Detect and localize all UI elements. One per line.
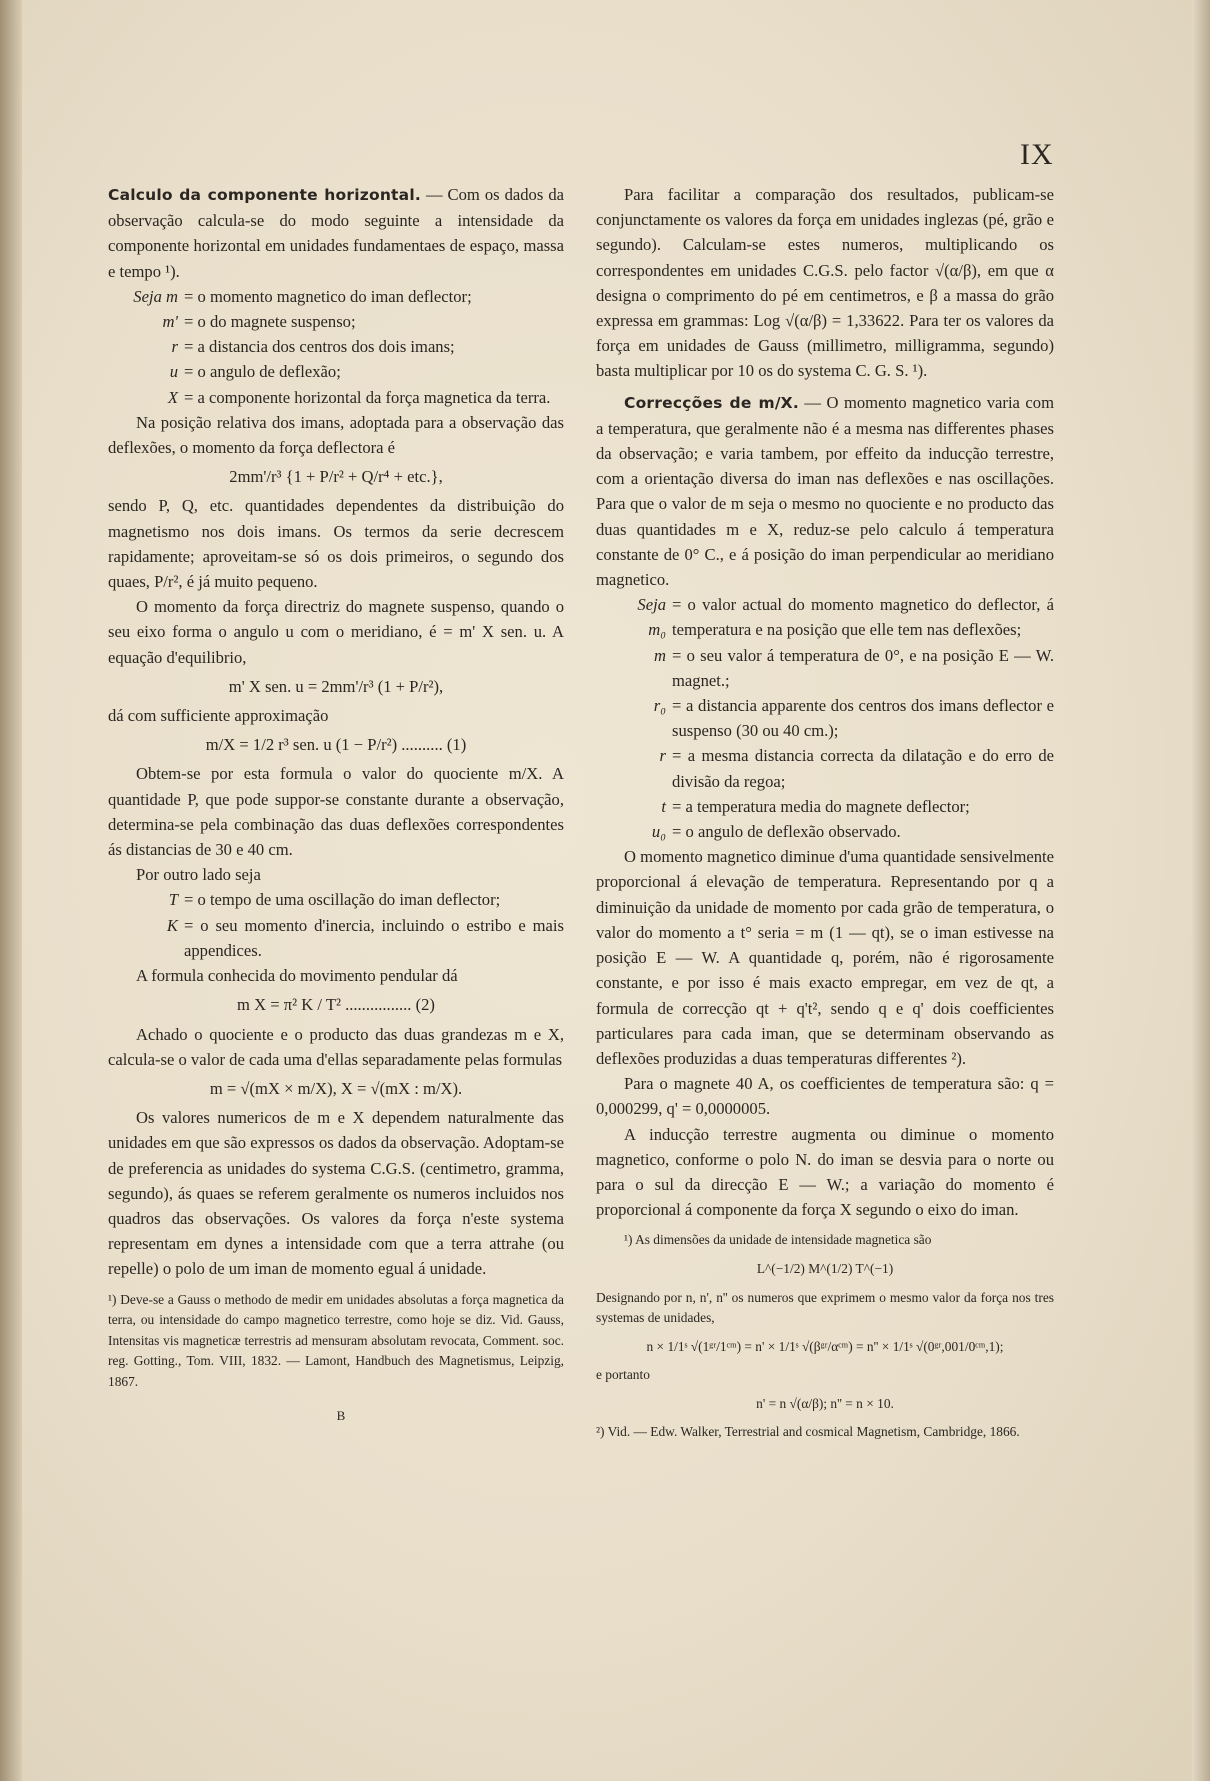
paragraph: Achado o quociente e o producto das duas grandezas m e X, calcula-se o valor de cada uma d'ellas separadamente pelas formulas — [108, 1024, 564, 1069]
definition-text: = a distancia apparente dos centros dos imans deflector e suspenso (30 ou 40 cm.); — [672, 696, 1054, 741]
page-number: IX — [1020, 138, 1054, 171]
paragraph: Por outro lado seja — [136, 865, 261, 885]
definition-text: = o valor actual do momento magnetico do deflector, á temperatura e na posição que elle tem nas deflexões; — [672, 595, 1054, 640]
footnote: Designando por n, n', n'' os numeros que exprimem o mesmo valor da força nos tres systemas de unidades, — [596, 1289, 1054, 1326]
footnote-equation: n × 1/1ˢ √(1ᵍʳ/1ᶜᵐ) = n' × 1/1ˢ √(βᵍʳ/αᶜᵐ) = n'' × 1/1ˢ √(0ᵍʳ,001/0ᶜᵐ,1); — [646, 1338, 1004, 1354]
paragraph: — O momento magnetico varia com a temperatura, que geralmente não é a mesma nas differentes phases da observação; e varia tambem, por effeito da inducção terrestre, com a orientação diversa do iman nas deflexões e nas oscillações. Para que o valor de m seja o mesmo no quociente e no producto das duas quantidades m e X, reduz-se pelo calculo á temperatura constante de 0° C., e á posição do iman perpendicular ao meridiano magnetico. — [596, 392, 1054, 590]
definition-symbol: m — [654, 645, 666, 665]
paragraph: sendo P, Q, etc. quantidades dependentes da distribuição do magnetismo nos dois imans. Os termos da serie decrescem rapidamente; aproveitam-se só os dois primeiros, o segundo dos quaes, P/r², é já muito pequeno. — [108, 496, 564, 592]
definition-symbol: r — [659, 746, 666, 766]
definition-row — [620, 592, 1054, 642]
equation-1: m/X = 1/2 r³ sen. u (1 − P/r²) .......... (1) — [205, 735, 467, 755]
paragraph: Para facilitar a comparação dos resultados, publicam-se conjunctamente os valores da força em unidades inglezas (pé, grão e segundo). Calculam-se estes numeros, multiplicando os correspondentes em unidades C.G.S. pelo factor √(α/β), em que α designa o comprimento do pé em centimetros, e β a massa do grão expressa em grammas: Log √(α/β) = 1,33622. Para ter os valores da força em unidades de Gauss (millimetro, milligramma, segundo) basta multiplicar por 10 os do systema C. G. S. ¹). — [596, 185, 1054, 381]
page-outer-edge — [1192, 0, 1210, 1781]
definition-row — [620, 743, 1054, 793]
definition-text: = o angulo de deflexão; — [184, 362, 341, 382]
section-heading-corrections: Correcções de m/X. — [624, 393, 799, 412]
equation: m = √(mX × m/X), X = √(mX : m/X). — [209, 1078, 463, 1098]
definition-text: = a componente horizontal da força magnetica da terra. — [184, 387, 551, 407]
definition-list — [108, 887, 564, 963]
definition-symbol: X — [167, 387, 178, 407]
definition-text: = o angulo de deflexão observado. — [672, 822, 901, 842]
definition-row — [620, 794, 1054, 819]
definition-symbol: Seja m — [133, 286, 178, 306]
paragraph: Para o magnete 40 A, os coefficientes de temperatura são: q = 0,000299, q' = 0,0000005. — [596, 1074, 1054, 1119]
signature-mark: B — [336, 1407, 346, 1423]
footnote-equation: L^(−1/2) M^(1/2) T^(−1) — [756, 1260, 894, 1276]
definition-symbol: u₀ — [651, 822, 666, 842]
definition-symbol: r₀ — [653, 696, 666, 716]
definition-symbol: T — [168, 890, 178, 910]
definition-row — [132, 334, 564, 359]
paragraph: Os valores numericos de m e X dependem naturalmente das unidades em que são expressos os dados da observação. Adoptam-se de preferencia as unidades do systema C.G.S. (centimetro, gramma, segundo), ás quaes se referem geralmente os numeros incluidos nos quadros das observações. Os valores da força n'este systema representam em dynes a intensidade com que a terra attrahe (ou repelle) o polo de um iman de momento egual á unidade. — [108, 1108, 564, 1279]
definition-row — [132, 913, 564, 963]
definition-text: = o do magnete suspenso; — [184, 312, 356, 332]
footnote: ²) Vid. — Edw. Walker, Terrestrial and cosmical Magnetism, Cambridge, 1866. — [596, 1424, 1020, 1440]
definition-text: = o seu momento d'inercia, incluindo o estribo e mais appendices. — [184, 915, 564, 960]
right-column — [596, 182, 1054, 1443]
paragraph: dá com sufficiente approximação — [108, 706, 329, 726]
definition-row — [132, 309, 564, 334]
left-column — [108, 182, 564, 1428]
definition-symbol: K — [166, 915, 178, 935]
definition-text: = o momento magnetico do iman deflector; — [184, 286, 472, 306]
definition-symbol: m' — [162, 312, 178, 332]
equation: m' X sen. u = 2mm'/r³ (1 + P/r²), — [228, 676, 444, 696]
definition-text: = o tempo de uma oscillação do iman deflector; — [184, 890, 501, 910]
definition-symbol: r — [171, 337, 178, 357]
paragraph: A formula conhecida do movimento pendular dá — [136, 966, 458, 986]
paragraph: — Com os dados da observação calcula-se do modo seguinte a intensidade da componente horizontal em unidades fundamentaes de espaço, massa e tempo ¹). — [108, 185, 564, 281]
page-binding-edge — [0, 0, 22, 1781]
definition-symbol: t — [661, 796, 666, 816]
paragraph: O momento magnetico diminue d'uma quantidade sensivelmente proporcional á elevação de temperatura. Representando por q a diminuição da unidade de momento por cada grão de temperatura, o valor do momento a t° seria = m (1 — qt), se o iman estivesse na posição E — W. A quantidade q, porém, não é rigorosamente constante, e por isso é mais exacto empregar, em vez de qt, a formula de correcção qt + q't², sendo q e q' dois coefficientes particulares para cada iman, que se determinam observando as deflexões produzidas a duas temperaturas differentes ²). — [596, 847, 1054, 1068]
definition-symbol: u — [169, 362, 178, 382]
equation-2: m X = π² K / T² ................ (2) — [237, 995, 435, 1015]
footnote: e portanto — [596, 1367, 650, 1383]
paragraph: A inducção terrestre augmenta ou diminue o momento magnetico, conforme o polo N. do iman se desvia para o norte ou para o sul da direcção E — W.; a variação do momento é proporcional á componente da força X segundo o eixo do iman. — [596, 1124, 1054, 1220]
definition-text: = a distancia dos centros dos dois imans; — [184, 337, 455, 357]
definition-list — [108, 284, 564, 410]
paragraph: Na posição relativa dos imans, adoptada para a observação das deflexões, o momento da força deflectora é — [108, 412, 564, 458]
equation: 2mm'/r³ {1 + P/r² + Q/r⁴ + etc.}, — [229, 467, 443, 487]
paragraph: O momento da força directriz do magnete suspenso, quando o seu eixo forma o angulo u com o meridiano, é = m' X sen. u. A equação d'equilibrio, — [108, 597, 564, 667]
definition-row — [620, 693, 1054, 743]
definition-text: = o seu valor á temperatura de 0°, e na posição E — W. magnet.; — [672, 645, 1054, 690]
footnote: ¹) As dimensões da unidade de intensidade magnetica são — [624, 1232, 932, 1248]
section-heading-horizontal: Calculo da componente horizontal. — [108, 186, 421, 204]
definition-row — [132, 359, 564, 384]
definition-list — [596, 592, 1054, 844]
definition-row — [620, 819, 1054, 844]
definition-symbol: Seja m₀ — [637, 595, 666, 640]
definition-text: = a temperatura media do magnete deflector; — [672, 796, 970, 816]
definition-row — [132, 385, 564, 410]
definition-text: = a mesma distancia correcta da dilatação e do erro de divisão da regoa; — [672, 746, 1054, 791]
definition-row — [132, 284, 564, 309]
footnote: ¹) Deve-se a Gauss o methodo de medir em unidades absolutas a força magnetica da terra, ou intensidade do campo magnetico terrestre, como hoje se diz. Vid. Gauss, Intensitas vis magneticæ terrestris ad mensuram absolutam revocata, Comment. soc. reg. Gotting., Tom. VIII, 1832. — Lamont, Handbuch des Magnetismus, Leipzig, 1867. — [108, 1291, 564, 1389]
definition-row — [132, 887, 564, 912]
paragraph: Obtem-se por esta formula o valor do quociente m/X. A quantidade P, que pode suppor-se constante durante a observação, determina-se pela combinação das duas deflexões correspondentes ás distancias de 30 e 40 cm. — [108, 764, 564, 860]
footnote-equation: n' = n √(α/β); n'' = n × 10. — [756, 1395, 894, 1411]
definition-row — [620, 643, 1054, 693]
